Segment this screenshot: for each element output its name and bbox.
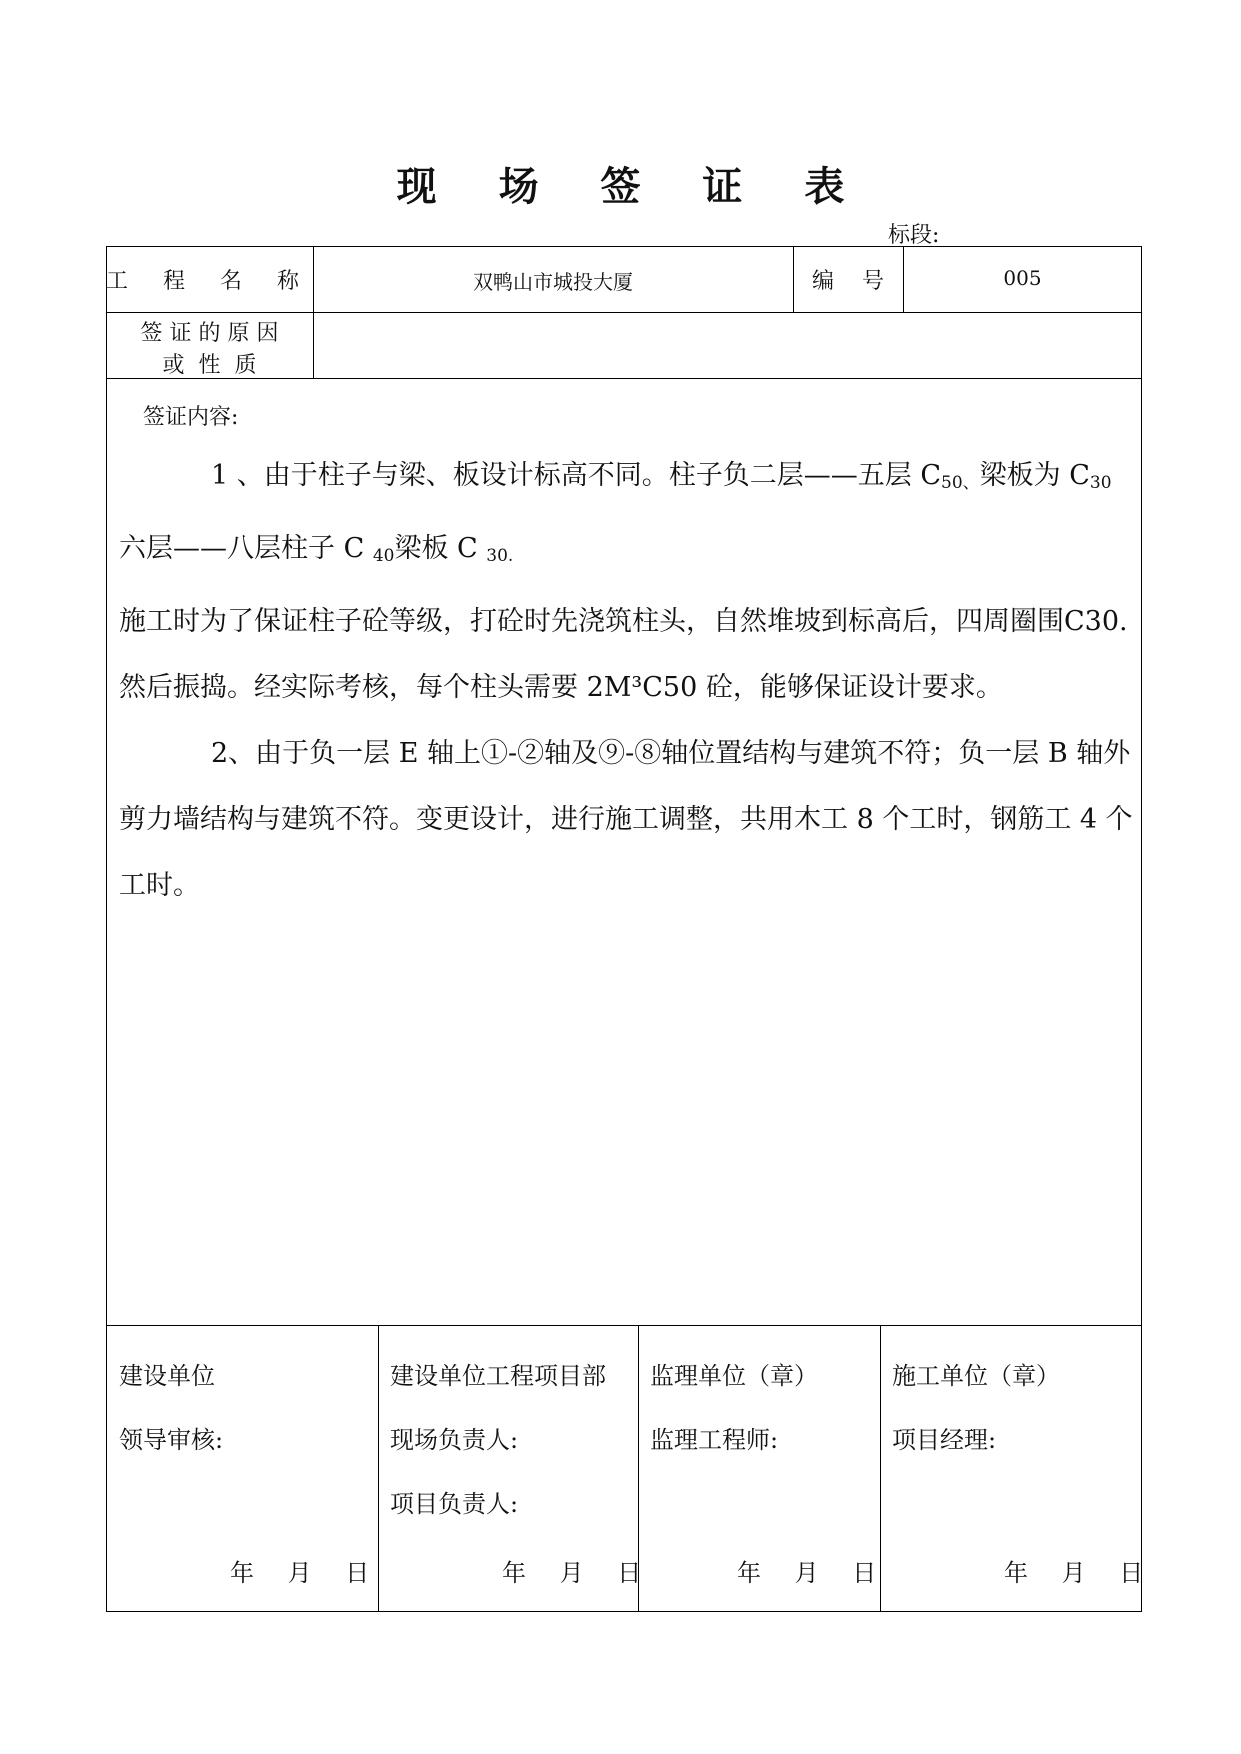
project-dept-label: 建设单位工程项目部	[390, 1362, 606, 1390]
site-manager-label: 现场负责人:	[390, 1426, 519, 1454]
owner-date[interactable]: 年 月 日	[230, 1559, 372, 1587]
owner-unit-label: 建设单位	[119, 1362, 215, 1390]
reason-label-line2: 或 性 质	[162, 353, 257, 378]
supervision-date[interactable]: 年 月 日	[737, 1559, 879, 1587]
p1-sub-4: 30.	[486, 546, 514, 566]
segment-label: 标段:	[888, 223, 940, 248]
p1-sub-2: 30	[1089, 473, 1112, 493]
content-heading: 签证内容:	[143, 405, 239, 430]
signature-supervision	[650, 1344, 818, 1472]
contractor-manager-label: 项目经理:	[892, 1426, 997, 1454]
p1-text-b: 梁板为 C	[979, 460, 1090, 491]
number-label: 编 号	[812, 269, 884, 294]
content-paragraph-2: 施工时为了保证柱子砼等级，打砼时先浇筑柱头，自然堆坡到标高后，四周圈围C30.然后振捣。经实际考核，每个柱头需要 2M³C50 砼，能够保证设计要求。	[119, 606, 1128, 703]
project-dept-date[interactable]: 年 月 日	[502, 1559, 644, 1587]
content-paragraph-3: 2、由于负一层 E 轴上①-②轴及⑨-⑧轴位置结构与建筑不符；负一层 B 轴外剪力墙结构与建筑不符。变更设计，进行施工调整，共用木工 8 个工时，钢筋工 4 个工时。	[119, 738, 1133, 901]
project-name-value[interactable]: 双鸭山市城投大厦	[473, 270, 633, 294]
signature-divider	[106, 1325, 1142, 1326]
owner-review-label: 领导审核:	[119, 1426, 224, 1454]
contractor-date[interactable]: 年 月 日	[1004, 1559, 1146, 1587]
supervision-unit-label: 监理单位（章）	[650, 1362, 818, 1390]
signature-col-1	[378, 1325, 379, 1612]
number-value[interactable]: 005	[1003, 266, 1042, 290]
p1-text-a: 1 、由于柱子与梁、板设计标高不同。柱子负二层——五层 C	[211, 460, 942, 491]
supervision-engineer-label: 监理工程师:	[650, 1426, 779, 1454]
visa-content	[119, 400, 1139, 919]
p1-sub-3: 40	[372, 546, 395, 566]
signature-owner	[119, 1344, 223, 1472]
reason-label-line1: 签 证 的 原 因	[140, 321, 279, 346]
signature-project-dept	[390, 1344, 606, 1536]
project-manager-label: 项目负责人:	[390, 1490, 519, 1518]
project-name-label: 工 程 名 称	[106, 269, 313, 294]
signature-col-3	[880, 1325, 881, 1612]
signature-contractor	[892, 1344, 1060, 1472]
p1-sub-1: 50、	[941, 473, 980, 493]
form-title: 现 场 签 证 表	[396, 163, 869, 210]
content-paragraph-1b	[119, 516, 1139, 589]
col-divider-number-label	[793, 246, 794, 312]
content-paragraph-1	[119, 443, 1139, 516]
contractor-unit-label: 施工单位（章）	[892, 1362, 1060, 1390]
p1-text-c: 六层——八层柱子 C	[119, 533, 373, 564]
p1-text-d: 梁板 C	[394, 533, 487, 564]
row-divider-1	[106, 312, 1142, 313]
